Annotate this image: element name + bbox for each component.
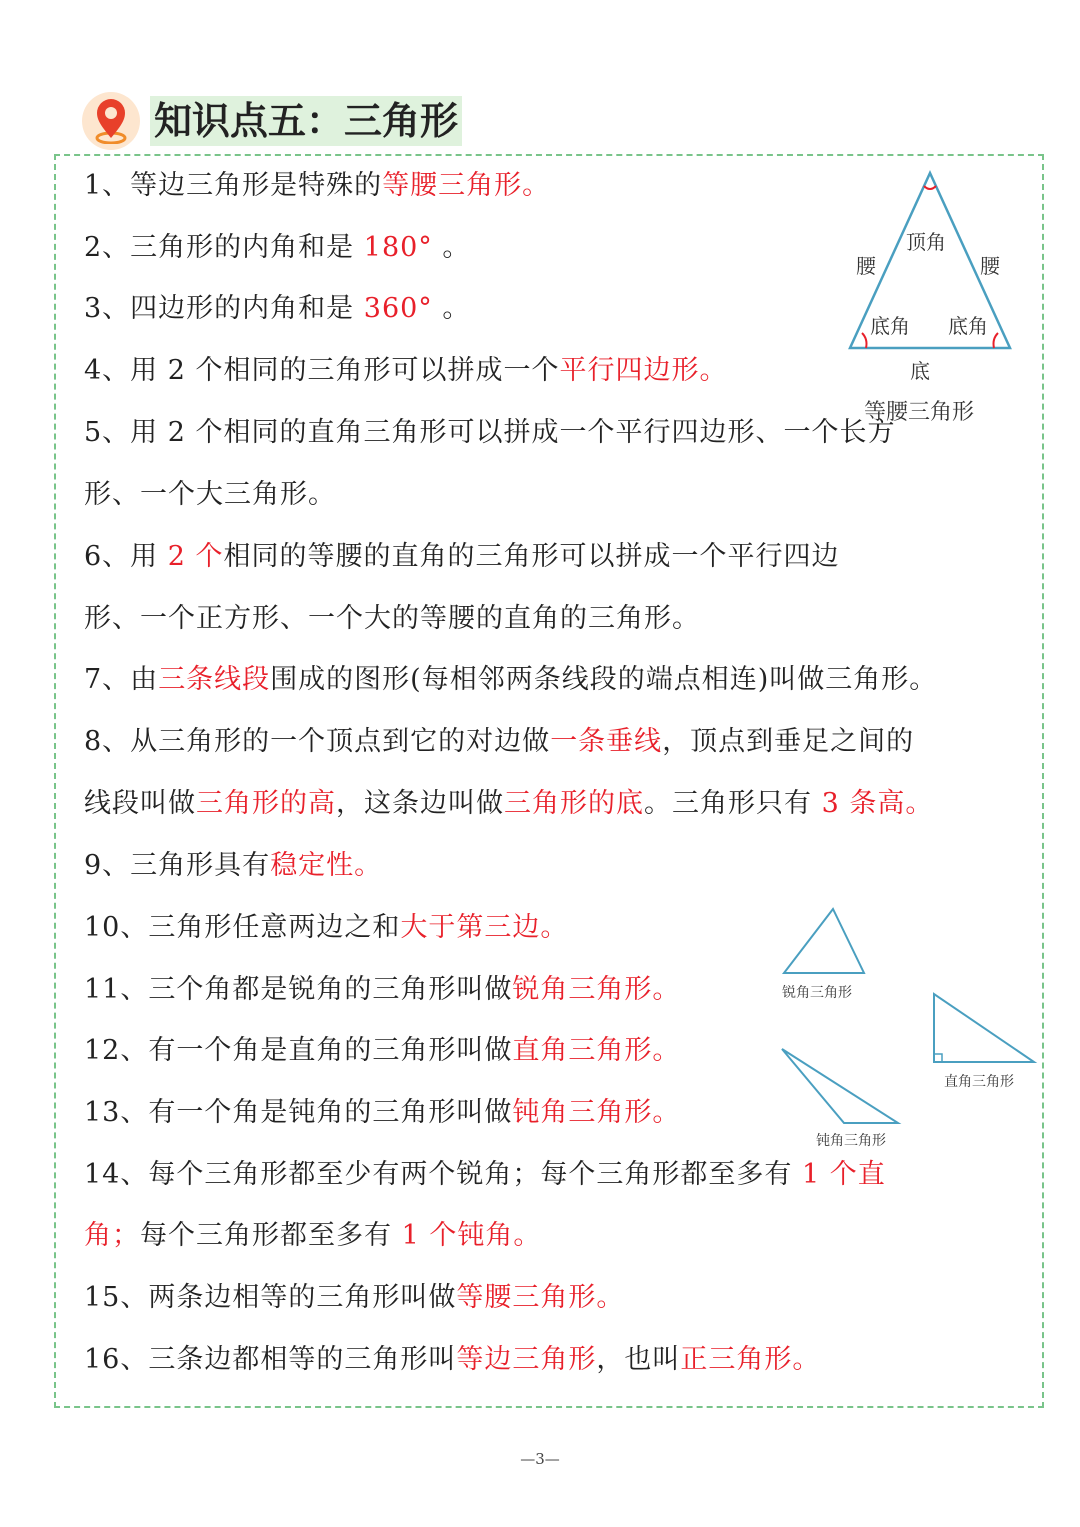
list-item-5: 5、用 2 个相同的直角三角形可以拼成一个平行四边形、一个长方 [84, 417, 896, 448]
list-item-4: 4、用 2 个相同的三角形可以拼成一个平行四边形。 [84, 355, 728, 386]
right-triangle-shape [934, 994, 1034, 1062]
list-item-6: 6、用 2 个相同的等腰的直角的三角形可以拼成一个平行四边 [84, 541, 840, 572]
isosceles-caption: 等腰三角形 [864, 400, 975, 425]
list-item-3: 3、四边形的内角和是 360° 。 [84, 293, 471, 324]
list-item-13: 13、有一个角是钝角的三角形叫做钝角三角形。 [84, 1097, 681, 1128]
base-label: 底 [910, 359, 930, 383]
location-pin-icon [82, 92, 140, 150]
right-base-angle-label: 底角 [948, 314, 988, 338]
list-item-16: 16、三条边都相等的三角形叫等边三角形，也叫正三角形。 [84, 1344, 821, 1375]
list-item-2: 2、三角形的内角和是 180° 。 [84, 232, 471, 263]
isosceles-triangle-figure [840, 165, 1030, 430]
left-side-label: 腰 [856, 254, 876, 278]
acute-caption: 锐角三角形 [782, 985, 852, 1001]
list-item-6-cont: 形、一个正方形、一个大的等腰的直角的三角形。 [84, 603, 700, 634]
apex-angle-arc [924, 186, 936, 189]
list-item-7: 7、由三条线段围成的图形(每相邻两条线段的端点相连)叫做三角形。 [84, 664, 938, 695]
list-item-1: 1、等边三角形是特殊的等腰三角形。 [84, 170, 551, 201]
obtuse-triangle-figure [778, 1045, 908, 1150]
acute-triangle-shape [784, 909, 864, 973]
right-base-angle-arc [994, 333, 999, 348]
list-item-9: 9、三角形具有稳定性。 [84, 850, 383, 881]
right-angle-marker [934, 1054, 942, 1062]
right-triangle-figure [930, 990, 1040, 1095]
list-item-11: 11、三个角都是锐角的三角形叫做锐角三角形。 [84, 974, 681, 1005]
list-item-10: 10、三角形任意两边之和大于第三边。 [84, 912, 569, 943]
list-item-12: 12、有一个角是直角的三角形叫做直角三角形。 [84, 1035, 681, 1066]
list-item-15: 15、两条边相等的三角形叫做等腰三角形。 [84, 1282, 625, 1313]
acute-triangle-figure [778, 905, 878, 1005]
left-base-angle-arc [862, 333, 867, 348]
section-title: 知识点五：三角形 [150, 96, 462, 146]
list-item-8: 8、从三角形的一个顶点到它的对边做一条垂线，顶点到垂足之间的 [84, 726, 915, 757]
apex-angle-label: 顶角 [906, 230, 946, 254]
list-item-14: 14、每个三角形都至少有两个锐角；每个三角形都至多有 1 个直 [84, 1159, 886, 1190]
right-caption: 直角三角形 [944, 1074, 1014, 1090]
left-base-angle-label: 底角 [870, 314, 910, 338]
obtuse-caption: 钝角三角形 [816, 1133, 886, 1149]
list-item-14-cont: 角；每个三角形都至多有 1 个钝角。 [84, 1220, 542, 1251]
right-side-label: 腰 [980, 254, 1000, 278]
obtuse-triangle-shape [782, 1049, 898, 1123]
list-item-8-cont: 线段叫做三角形的高，这条边叫做三角形的底。三角形只有 3 条高。 [84, 788, 934, 819]
list-item-5-cont: 形、一个大三角形。 [84, 479, 336, 510]
page-number: —3— [520, 1450, 560, 1468]
